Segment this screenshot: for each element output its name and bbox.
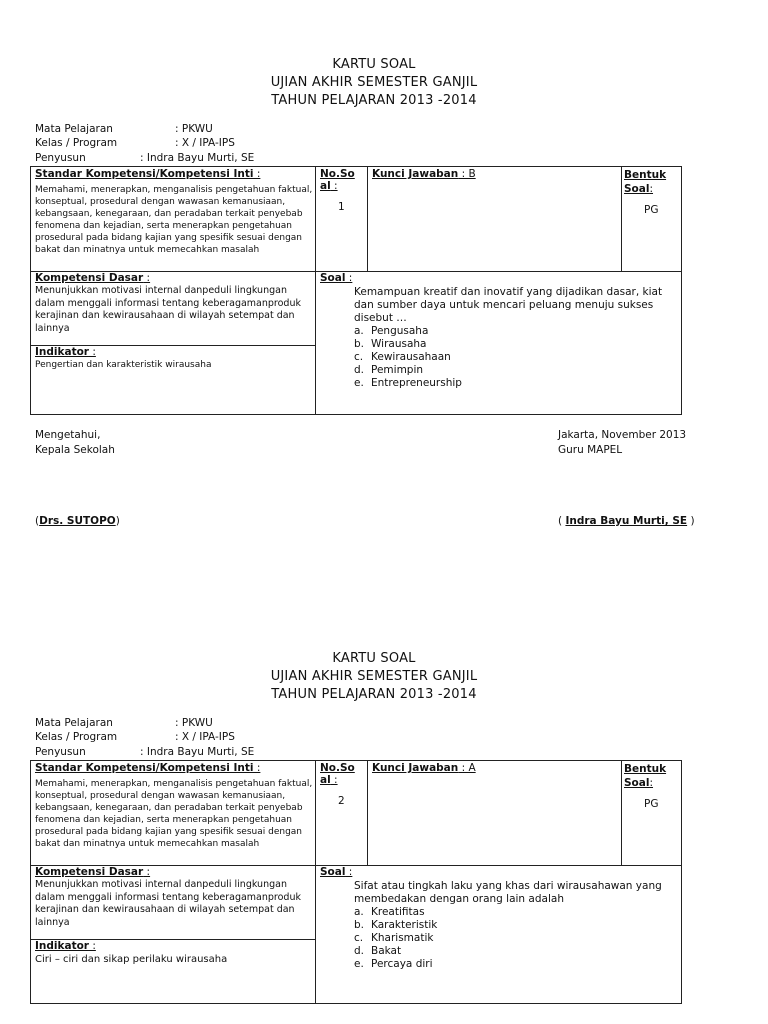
option-b: b. Wirausaha [354, 338, 427, 350]
soal-text: Sifat atau tingkah laku yang khas dari wirausahawan yang membedakan dengan orang lain adalah [354, 880, 662, 905]
penyusun-value: : Indra Bayu Murti, SE [140, 152, 255, 164]
bentuk-soal-label: Bentuk Soal [624, 763, 667, 789]
kompetensi-dasar-cell: Kompetensi Dasar : Menunjukkan motivasi internal danpeduli lingkungan dalam menggali informasi tentang keberagamanproduk kerajinan dan kewirausahaan di wilayah setempat dan lainnya [35, 866, 313, 929]
standar-kompetensi-label: Standar Kompetensi/Kompetensi Inti [35, 168, 254, 180]
no-soal-value: 2 [338, 795, 345, 807]
option-d: d. Pemimpin [354, 364, 424, 376]
question-table [30, 166, 682, 415]
kunci-jawaban-label: Kunci Jawaban [372, 762, 459, 774]
standar-kompetensi-cell: Standar Kompetensi/Kompetensi Inti : Memahami, menerapkan, menganalisis pengetahuan faktual, konseptual, prosedural dengan wawasan kemanusiaan, kebangsaan, kenegaraan, dan peradaban terkait penyebab fenomena dan kejadian, serta menerapkan pengetahuan prosedural pada bidang kajian yang spesifik sesuai dengan bakat dan minatnya untuk memecahkan masalah [35, 168, 313, 255]
no-soal-cell: No.Soal : 1 [320, 168, 364, 213]
bentuk-soal-label: Bentuk Soal [624, 169, 667, 195]
kompetensi-dasar-label: Kompetensi Dasar [35, 272, 144, 284]
option-c: c. Kewirausahaan [354, 351, 451, 363]
kunci-jawaban-value: : A [458, 762, 476, 774]
soal-cell: Soal : Kemampuan kreatif dan inovatif yang dijadikan dasar, kiat dan sumber daya untuk mencari peluang menuju sukses disebut … a. Pengusaha b. Wirausaha c. Kewirausahaan d. Pemimpin e. Entrepreneurship [320, 272, 678, 390]
standar-kompetensi-cell: Standar Kompetensi/Kompetensi Inti : Memahami, menerapkan, menganalisis pengetahuan faktual, konseptual, prosedural dengan wawasan kemanusiaan, kebangsaan, kenegaraan, dan peradaban terkait penyebab fenomena dan kejadian, serta menerapkan pengetahuan prosedural pada bidang kajian yang spesifik sesuai dengan bakat dan minatnya untuk memecahkan masalah [35, 762, 313, 849]
guru-signature: ( Indra Bayu Murti, SE ) [558, 515, 695, 527]
no-soal-value: 1 [338, 201, 345, 213]
kompetensi-dasar-cell: Kompetensi Dasar : Menunjukkan motivasi internal danpeduli lingkungan dalam menggali informasi tentang keberagamanproduk kerajinan dan kewirausahaan di wilayah setempat dan lainnya [35, 272, 313, 335]
soal-label: Soal [320, 866, 346, 878]
bentuk-soal-value: PG [644, 204, 659, 216]
bentuk-soal-cell: Bentuk Soal: PG [624, 762, 680, 810]
kompetensi-dasar-text: Menunjukkan motivasi internal danpeduli lingkungan dalam menggali informasi tentang keberagamanproduk kerajinan dan kewirausahaan di wilayah setempat dan lainnya [35, 879, 301, 928]
penyusun-label: Penyusun [35, 152, 86, 164]
question-card-2 [0, 594, 768, 1024]
standar-kompetensi-label: Standar Kompetensi/Kompetensi Inti [35, 762, 254, 774]
indikator-label: Indikator [35, 940, 89, 952]
kunci-jawaban-value: : B [458, 168, 476, 180]
penyusun-value: : Indra Bayu Murti, SE [140, 746, 255, 758]
exam-title: UJIAN AKHIR SEMESTER GANJIL [270, 669, 478, 684]
kompetensi-dasar-text: Menunjukkan motivasi internal danpeduli lingkungan dalam menggali informasi tentang keberagamanproduk kerajinan dan kewirausahaan di wilayah setempat dan lainnya [35, 285, 301, 334]
bentuk-soal-cell: Bentuk Soal: PG [624, 168, 680, 216]
indikator-text: Pengertian dan karakteristik wirausaha [35, 360, 212, 370]
academic-year: TAHUN PELAJARAN 2013 -2014 [271, 687, 477, 702]
no-soal-label: No.Soal [320, 168, 355, 192]
indikator-text: Ciri – ciri dan sikap perilaku wirausaha [35, 954, 228, 965]
guru-mapel-label: Guru MAPEL [558, 444, 623, 456]
option-e: e. Percaya diri [354, 958, 433, 970]
option-c: c. Kharismatik [354, 932, 434, 944]
card-title: KARTU SOAL [332, 651, 416, 666]
soal-cell: Soal : Sifat atau tingkah laku yang khas dari wirausahawan yang membedakan dengan orang lain adalah a. Kreatifitas b. Karakteristik c. Kharismatik d. Bakat e. Percaya diri [320, 866, 678, 971]
mata-pelajaran-value: : PKWU [175, 123, 213, 135]
question-table [30, 760, 682, 1004]
kepala-sekolah-label: Kepala Sekolah [35, 444, 115, 456]
option-a: a. Kreatifitas [354, 906, 425, 918]
card-title: KARTU SOAL [332, 57, 416, 72]
bentuk-soal-value: PG [644, 798, 659, 810]
kelas-value: : X / IPA-IPS [175, 137, 235, 149]
mata-pelajaran-label: Mata Pelajaran [35, 123, 113, 135]
kelas-value: : X / IPA-IPS [175, 731, 235, 743]
standar-kompetensi-text: Memahami, menerapkan, menganalisis pengetahuan faktual, konseptual, prosedural dengan wawasan kemanusiaan, kebangsaan, kenegaraan, dan peradaban terkait penyebab fenomena dan kejadian, serta menerapkan pengetahuan prosedural pada bidang kajian yang spesifik sesuai dengan bakat dan minatnya untuk memecahkan masalah [35, 779, 313, 849]
kompetensi-dasar-label: Kompetensi Dasar [35, 866, 144, 878]
exam-title: UJIAN AKHIR SEMESTER GANJIL [270, 75, 478, 90]
indikator-label: Indikator [35, 346, 89, 358]
kunci-jawaban-cell [372, 168, 618, 180]
answer-options [354, 325, 678, 390]
indikator-cell: Indikator : Ciri – ciri dan sikap perilaku wirausaha [35, 940, 313, 967]
no-soal-label: No.Soal [320, 762, 355, 786]
penyusun-label: Penyusun [35, 746, 86, 758]
soal-label: Soal [320, 272, 346, 284]
answer-options [354, 906, 678, 971]
option-d: d. Bakat [354, 945, 402, 957]
kelas-label: Kelas / Program [35, 137, 118, 149]
kepala-sekolah-name: Drs. SUTOPO [39, 515, 116, 527]
kunci-jawaban-cell [372, 762, 618, 774]
kelas-label: Kelas / Program [35, 731, 118, 743]
kunci-jawaban-label: Kunci Jawaban [372, 168, 459, 180]
option-e: e. Entrepreneurship [354, 377, 462, 389]
mata-pelajaran-label: Mata Pelajaran [35, 717, 113, 729]
option-a: a. Pengusaha [354, 325, 429, 337]
no-soal-cell: No.Soal : 2 [320, 762, 364, 807]
option-b: b. Karakteristik [354, 919, 438, 931]
soal-text: Kemampuan kreatif dan inovatif yang dijadikan dasar, kiat dan sumber daya untuk mencari peluang menuju sukses disebut … [354, 286, 663, 324]
guru-name: Indra Bayu Murti, SE [565, 515, 688, 527]
place-date: Jakarta, November 2013 [558, 429, 687, 441]
standar-kompetensi-text: Memahami, menerapkan, menganalisis pengetahuan faktual, konseptual, prosedural dengan wawasan kemanusiaan, kebangsaan, kenegaraan, dan peradaban terkait penyebab fenomena dan kejadian, serta menerapkan pengetahuan prosedural pada bidang kajian yang spesifik sesuai dengan bakat dan minatnya untuk memecahkan masalah [35, 185, 313, 255]
kepala-sekolah-signature: (Drs. SUTOPO) [35, 515, 120, 527]
mata-pelajaran-value: : PKWU [175, 717, 213, 729]
academic-year: TAHUN PELAJARAN 2013 -2014 [271, 93, 477, 108]
mengetahui-label: Mengetahui, [35, 429, 101, 441]
indikator-cell: Indikator : Pengertian dan karakteristik wirausaha [35, 346, 313, 371]
